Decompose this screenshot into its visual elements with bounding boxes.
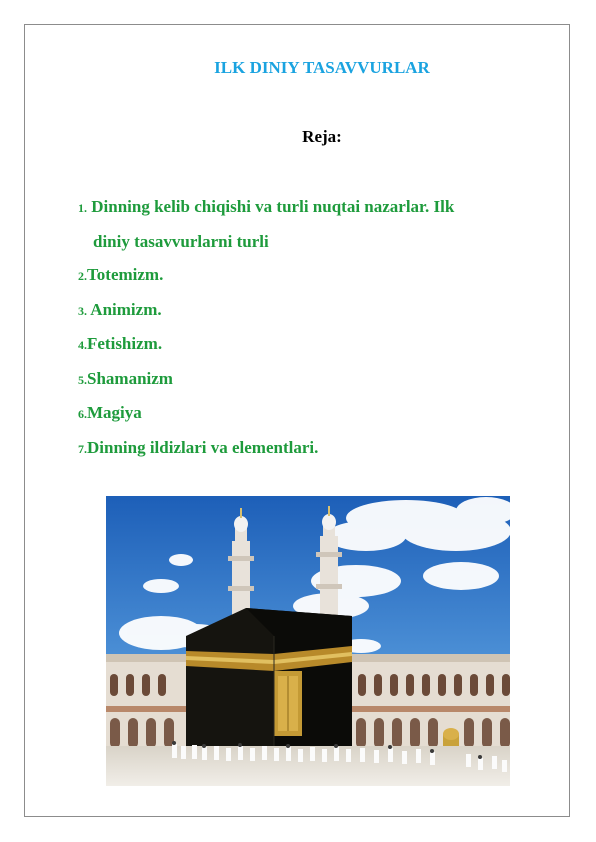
outline-item-1	[78, 196, 538, 264]
kaaba-photo	[106, 496, 510, 786]
outline-list	[78, 196, 538, 471]
kaaba	[186, 608, 352, 754]
outline-number: 3.	[78, 303, 87, 318]
outline-text: Fetishizm.	[87, 334, 163, 353]
outline-item-5	[78, 368, 538, 403]
outline-item-2	[78, 264, 538, 299]
outline-text: Dinning kelib chiqishi va turli nuqtai nazarlar. Ilk	[87, 197, 455, 216]
outline-text: Shamanizm	[87, 368, 173, 388]
outline-item-6	[78, 402, 538, 437]
outline-number: 4.	[78, 338, 87, 352]
courtyard-floor	[106, 746, 510, 786]
outline-number: 5.	[78, 372, 87, 387]
document-title: ILK DINIY TASAVVURLAR	[214, 58, 430, 77]
outline-text-continuation: diniy tasavvurlarni turli	[93, 232, 269, 251]
outline-number: 2.	[78, 269, 87, 283]
outline-item-4	[78, 333, 538, 368]
outline-text: Magiya	[87, 403, 142, 422]
outline-text: Animizm.	[87, 299, 162, 319]
plan-heading: Reja:	[302, 127, 342, 146]
outline-number: 7.	[78, 441, 87, 456]
outline-text: Totemizm.	[87, 265, 164, 284]
outline-text: Dinning ildizlari va elementlari.	[87, 437, 319, 457]
outline-item-7	[78, 437, 538, 472]
outline-number: 1.	[78, 201, 87, 215]
outline-item-3	[78, 299, 538, 334]
outline-number: 6.	[78, 407, 87, 421]
